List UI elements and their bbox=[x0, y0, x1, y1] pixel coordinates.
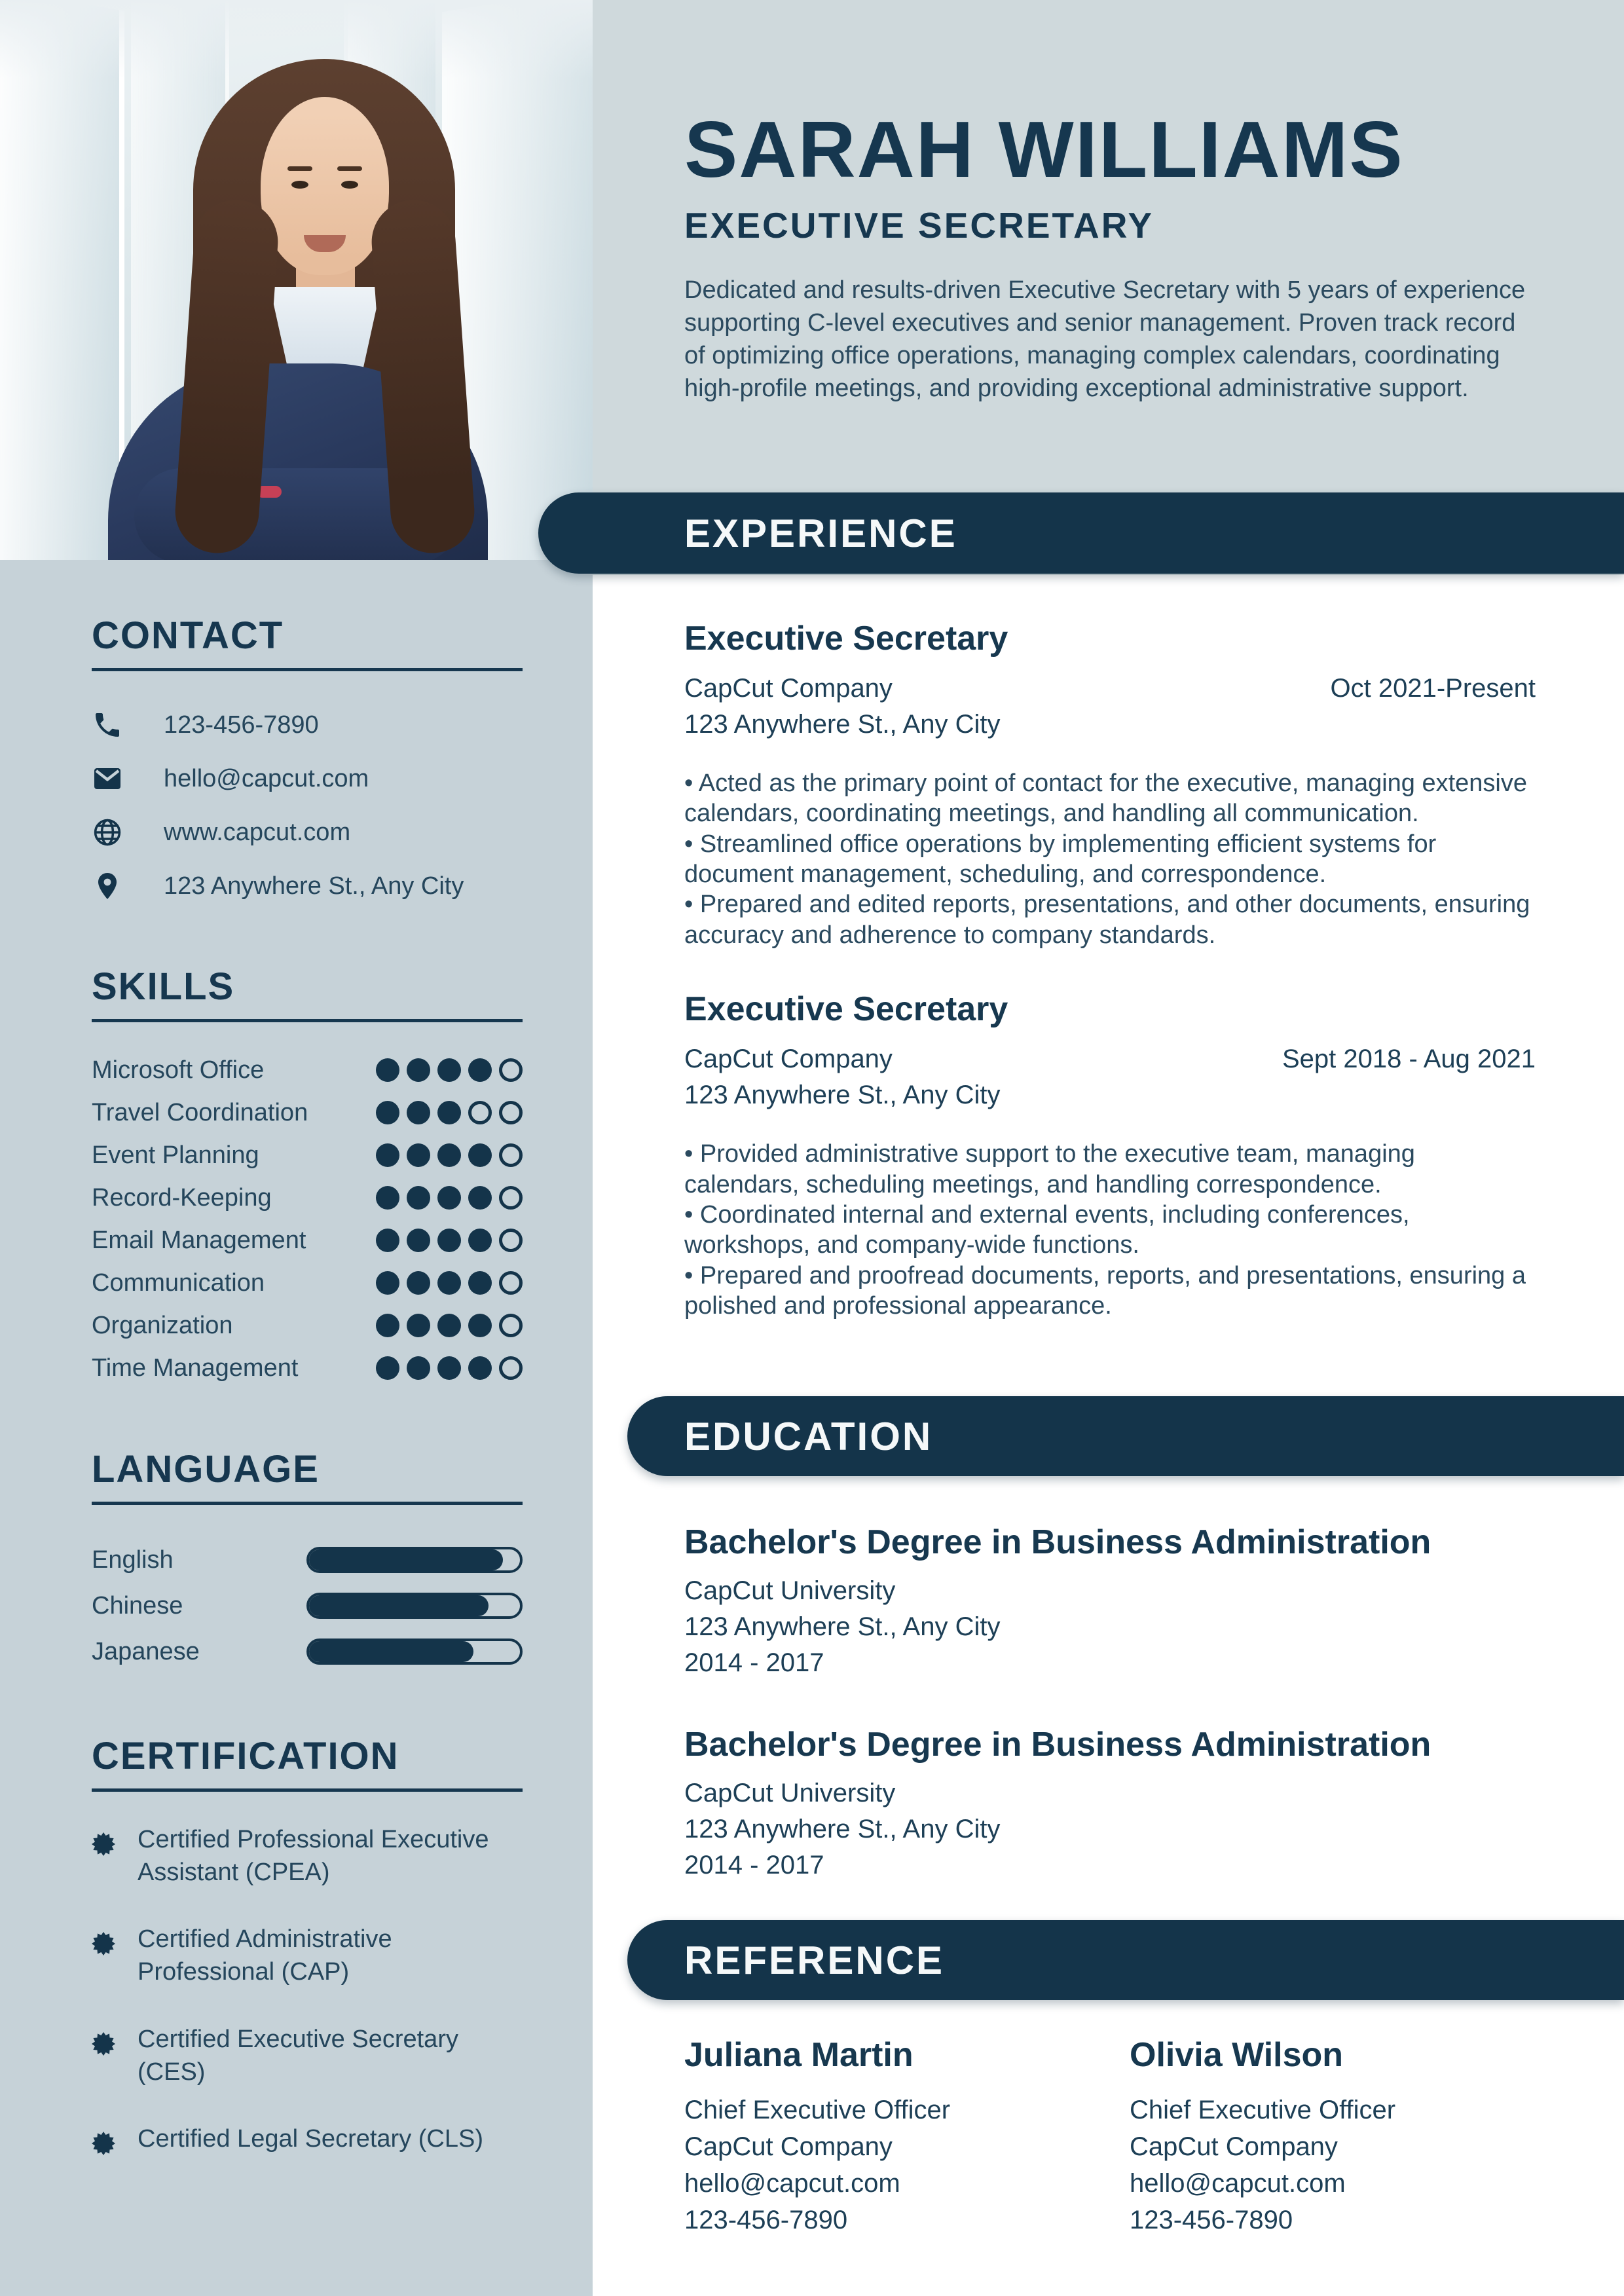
certification-item bbox=[92, 1823, 523, 1889]
sidebar bbox=[92, 560, 523, 2155]
empty-dot bbox=[499, 1356, 523, 1380]
job-bullet: • Streamlined office operations by implementing efficient systems for document management, scheduling, and correspondence. bbox=[684, 829, 1536, 890]
job-company: CapCut Company bbox=[684, 674, 893, 703]
contact-phone: 123-456-7890 bbox=[164, 711, 319, 739]
language-heading: LANGUAGE bbox=[92, 1448, 320, 1491]
language-name: English bbox=[92, 1546, 174, 1574]
skills-list bbox=[92, 1056, 523, 1382]
filled-dot bbox=[407, 1186, 430, 1210]
job-entry bbox=[684, 619, 1536, 950]
email-icon bbox=[92, 763, 123, 794]
job-bullet: • Prepared and proofread documents, reports, and presentations, ensuring a polished and professional appearance. bbox=[684, 1261, 1536, 1322]
filled-dot bbox=[437, 1101, 461, 1124]
skill-rating bbox=[376, 1356, 523, 1380]
skill-row bbox=[92, 1099, 523, 1126]
empty-dot bbox=[499, 1314, 523, 1337]
filled-dot bbox=[437, 1229, 461, 1252]
website-icon bbox=[92, 817, 123, 848]
certification-heading: CERTIFICATION bbox=[92, 1735, 399, 1777]
skill-row bbox=[92, 1227, 523, 1254]
filled-dot bbox=[468, 1229, 492, 1252]
section-divider bbox=[92, 1019, 523, 1022]
filled-dot bbox=[437, 1271, 461, 1295]
contact-section bbox=[92, 614, 523, 902]
reference-email: hello@capcut.com bbox=[684, 2169, 900, 2198]
skill-row bbox=[92, 1269, 523, 1297]
certification-name: Certified Executive Secretary (CES) bbox=[138, 2025, 458, 2086]
language-row bbox=[92, 1637, 523, 1666]
phone-icon bbox=[92, 709, 123, 741]
section-divider bbox=[92, 1502, 523, 1505]
skill-row bbox=[92, 1184, 523, 1212]
reference-section bbox=[684, 2035, 1536, 2236]
job-dates: Oct 2021-Present bbox=[1330, 674, 1536, 703]
profile-summary: Dedicated and results-driven Executive Secretary with 5 years of experience supporting C-level executives and senior management. Proven track record of optimizing office operations, managing complex calendars, coordinating high-profile meetings, and providing exceptional administrative support. bbox=[684, 276, 1526, 403]
reference-phone: 123-456-7890 bbox=[1130, 2206, 1293, 2234]
person-eye bbox=[291, 181, 308, 189]
language-list bbox=[92, 1546, 523, 1666]
contact-website: www.capcut.com bbox=[164, 818, 351, 846]
school-location: 123 Anywhere St., Any City bbox=[684, 1612, 1001, 1641]
reference-phone: 123-456-7890 bbox=[684, 2206, 848, 2234]
experience-section-banner bbox=[538, 492, 1624, 574]
filled-dot bbox=[407, 1101, 430, 1124]
filled-dot bbox=[437, 1143, 461, 1167]
reference-entry bbox=[1130, 2035, 1536, 2236]
filled-dot bbox=[407, 1143, 430, 1167]
language-level-bar bbox=[306, 1547, 523, 1573]
skill-row bbox=[92, 1141, 523, 1169]
filled-dot bbox=[407, 1271, 430, 1295]
skill-rating bbox=[376, 1229, 523, 1252]
filled-dot bbox=[376, 1356, 399, 1380]
reference-name: Juliana Martin bbox=[684, 2036, 913, 2074]
contact-item-website bbox=[92, 817, 523, 848]
skill-name: Time Management bbox=[92, 1354, 299, 1382]
certification-item bbox=[92, 1923, 523, 1988]
filled-dot bbox=[376, 1143, 399, 1167]
contact-heading: CONTACT bbox=[92, 614, 284, 657]
badge-icon bbox=[92, 2132, 115, 2155]
filled-dot bbox=[407, 1058, 430, 1082]
skill-row bbox=[92, 1354, 523, 1382]
filled-dot bbox=[468, 1143, 492, 1167]
filled-dot bbox=[437, 1186, 461, 1210]
language-level-fill bbox=[309, 1641, 473, 1662]
filled-dot bbox=[468, 1314, 492, 1337]
filled-dot bbox=[376, 1229, 399, 1252]
filled-dot bbox=[468, 1058, 492, 1082]
contact-address: 123 Anywhere St., Any City bbox=[164, 872, 464, 900]
school-name: CapCut University bbox=[684, 1576, 896, 1605]
filled-dot bbox=[407, 1356, 430, 1380]
language-level-bar bbox=[306, 1639, 523, 1665]
certification-name: Certified Administrative Professional (CAP) bbox=[138, 1925, 392, 1986]
contact-email: hello@capcut.com bbox=[164, 764, 369, 792]
person-eye bbox=[341, 181, 358, 189]
language-name: Japanese bbox=[92, 1637, 200, 1665]
skill-name: Travel Coordination bbox=[92, 1098, 308, 1126]
language-level-bar bbox=[306, 1593, 523, 1619]
reference-heading: REFERENCE bbox=[684, 1938, 945, 1982]
candidate-name: SARAH WILLIAMS bbox=[684, 105, 1404, 194]
badge-icon bbox=[92, 1832, 115, 1856]
empty-dot bbox=[499, 1229, 523, 1252]
education-entry bbox=[684, 1725, 1536, 1880]
reference-entry bbox=[684, 2035, 1090, 2236]
job-bullet: • Coordinated internal and external events, including conferences, workshops, and company-wide functions. bbox=[684, 1200, 1536, 1261]
filled-dot bbox=[376, 1101, 399, 1124]
language-section bbox=[92, 1447, 523, 1666]
language-name: Chinese bbox=[92, 1591, 183, 1620]
reference-name: Olivia Wilson bbox=[1130, 2036, 1344, 2074]
degree-title: Bachelor's Degree in Business Administration bbox=[684, 1523, 1431, 1561]
skill-rating bbox=[376, 1101, 523, 1124]
job-bullets bbox=[684, 1139, 1536, 1321]
language-level-fill bbox=[309, 1595, 489, 1616]
job-bullet: • Acted as the primary point of contact for the executive, managing extensive calendars, coordinating meetings, and handling all communication. bbox=[684, 768, 1536, 829]
language-row bbox=[92, 1591, 523, 1620]
education-section-banner bbox=[627, 1396, 1624, 1476]
reference-role: Chief Executive Officer bbox=[1130, 2096, 1396, 2124]
job-location: 123 Anywhere St., Any City bbox=[684, 1081, 1001, 1110]
empty-dot bbox=[499, 1271, 523, 1295]
language-row bbox=[92, 1546, 523, 1574]
skill-rating bbox=[376, 1058, 523, 1082]
certification-item bbox=[92, 2122, 523, 2155]
filled-dot bbox=[437, 1058, 461, 1082]
skill-row bbox=[92, 1312, 523, 1339]
filled-dot bbox=[376, 1058, 399, 1082]
candidate-title: EXECUTIVE SECRETARY bbox=[684, 205, 1154, 246]
degree-title: Bachelor's Degree in Business Administration bbox=[684, 1726, 1431, 1764]
job-location: 123 Anywhere St., Any City bbox=[684, 710, 1001, 739]
experience-heading: EXPERIENCE bbox=[684, 511, 957, 555]
contact-item-address bbox=[92, 870, 523, 902]
empty-dot bbox=[499, 1186, 523, 1210]
job-title: Executive Secretary bbox=[684, 620, 1008, 657]
filled-dot bbox=[376, 1186, 399, 1210]
filled-dot bbox=[376, 1314, 399, 1337]
reference-company: CapCut Company bbox=[684, 2132, 893, 2161]
filled-dot bbox=[407, 1314, 430, 1337]
education-section bbox=[684, 1523, 1536, 1880]
filled-dot bbox=[407, 1229, 430, 1252]
certification-item bbox=[92, 2023, 523, 2088]
contact-list bbox=[92, 709, 523, 902]
skill-row bbox=[92, 1056, 523, 1084]
skill-name: Email Management bbox=[92, 1226, 306, 1254]
job-company: CapCut Company bbox=[684, 1045, 893, 1074]
certification-list bbox=[92, 1823, 523, 2155]
job-dates: Sept 2018 - Aug 2021 bbox=[1282, 1045, 1536, 1074]
badge-icon bbox=[92, 2032, 115, 2056]
filled-dot bbox=[468, 1186, 492, 1210]
skill-name: Organization bbox=[92, 1311, 233, 1339]
person-eyebrow bbox=[287, 166, 312, 171]
experience-section bbox=[684, 619, 1536, 1321]
certification-name: Certified Legal Secretary (CLS) bbox=[138, 2124, 483, 2153]
empty-dot bbox=[499, 1101, 523, 1124]
skill-rating bbox=[376, 1143, 523, 1167]
reference-company: CapCut Company bbox=[1130, 2132, 1338, 2161]
skill-rating bbox=[376, 1186, 523, 1210]
section-divider bbox=[92, 668, 523, 671]
skills-heading: SKILLS bbox=[92, 965, 235, 1008]
person-smile bbox=[304, 235, 346, 252]
skill-name: Event Planning bbox=[92, 1141, 259, 1169]
skill-name: Communication bbox=[92, 1268, 265, 1297]
job-bullets bbox=[684, 768, 1536, 950]
job-bullet: • Provided administrative support to the executive team, managing calendars, scheduling meetings, and handling correspondence. bbox=[684, 1139, 1536, 1200]
job-bullet: • Prepared and edited reports, presentations, and other documents, ensuring accuracy and adherence to company standards. bbox=[684, 889, 1536, 950]
location-icon bbox=[92, 870, 123, 902]
job-entry bbox=[684, 990, 1536, 1321]
section-divider bbox=[92, 1788, 523, 1792]
filled-dot bbox=[437, 1314, 461, 1337]
education-years: 2014 - 2017 bbox=[684, 1648, 824, 1677]
skills-section bbox=[92, 965, 523, 1382]
skill-rating bbox=[376, 1271, 523, 1295]
profile-photo bbox=[0, 0, 593, 560]
reference-email: hello@capcut.com bbox=[1130, 2169, 1346, 2198]
school-name: CapCut University bbox=[684, 1779, 896, 1807]
person-eyebrow bbox=[337, 166, 362, 171]
school-location: 123 Anywhere St., Any City bbox=[684, 1815, 1001, 1843]
education-years: 2014 - 2017 bbox=[684, 1851, 824, 1879]
job-title: Executive Secretary bbox=[684, 990, 1008, 1029]
skill-rating bbox=[376, 1314, 523, 1337]
empty-dot bbox=[499, 1058, 523, 1082]
filled-dot bbox=[437, 1356, 461, 1380]
skill-name: Microsoft Office bbox=[92, 1056, 265, 1084]
empty-dot bbox=[468, 1101, 492, 1124]
filled-dot bbox=[468, 1356, 492, 1380]
certification-name: Certified Professional Executive Assistant (CPEA) bbox=[138, 1826, 489, 1887]
reference-role: Chief Executive Officer bbox=[684, 2096, 951, 2124]
education-heading: EDUCATION bbox=[684, 1414, 933, 1458]
filled-dot bbox=[468, 1271, 492, 1295]
empty-dot bbox=[499, 1143, 523, 1167]
certification-section bbox=[92, 1734, 523, 2155]
window-pane bbox=[0, 0, 124, 560]
contact-item-email bbox=[92, 763, 523, 794]
person-face bbox=[261, 97, 389, 275]
badge-icon bbox=[92, 1932, 115, 1955]
language-level-fill bbox=[309, 1549, 503, 1570]
education-entry bbox=[684, 1523, 1536, 1678]
skill-name: Record-Keeping bbox=[92, 1183, 272, 1212]
contact-item-phone bbox=[92, 709, 523, 741]
reference-section-banner bbox=[627, 1920, 1624, 2000]
filled-dot bbox=[376, 1271, 399, 1295]
